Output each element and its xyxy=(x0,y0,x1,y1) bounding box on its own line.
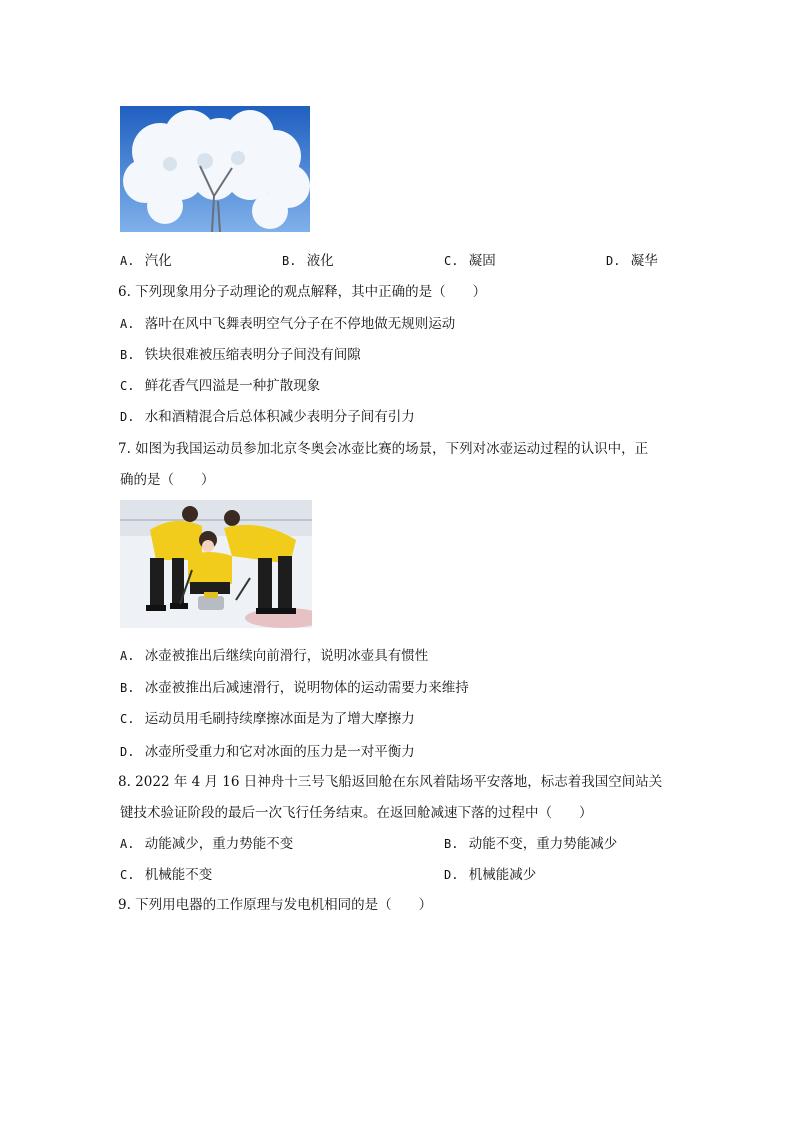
option-text: 冰壶所受重力和它对冰面的压力是一对平衡力 xyxy=(144,744,415,760)
q5-option-a[interactable] xyxy=(120,249,172,269)
q6-stem: 6. 下列现象用分子动理论的观点解释，其中正确的是（ ） xyxy=(118,284,487,300)
option-label: C. xyxy=(120,712,135,726)
option-text: 动能减少，重力势能不变 xyxy=(144,836,294,852)
option-text: 落叶在风中飞舞表明空气分子在不停地做无规则运动 xyxy=(144,316,456,332)
q8-stem-line2: 键技术验证阶段的最后一次飞行任务结束。在返回舱减速下落的过程中（ ） xyxy=(120,805,593,821)
option-text: 冰壶被推出后继续向前滑行，说明冰壶具有惯性 xyxy=(144,648,429,664)
q7-option-d[interactable] xyxy=(120,740,415,760)
option-label: C. xyxy=(120,379,135,393)
option-text: 冰壶被推出后减速滑行，说明物体的运动需要力来维持 xyxy=(144,680,469,696)
q7-option-c[interactable] xyxy=(120,707,415,727)
option-text: 运动员用毛刷持续摩擦冰面是为了增大摩擦力 xyxy=(144,711,415,727)
option-label: B. xyxy=(282,254,297,268)
option-label: A. xyxy=(120,254,135,268)
option-text: 机械能减少 xyxy=(468,867,537,883)
option-text: 液化 xyxy=(306,253,334,269)
option-text: 水和酒精混合后总体积减少表明分子间有引力 xyxy=(144,409,415,425)
q6-option-b[interactable] xyxy=(120,343,361,363)
option-label: C. xyxy=(444,254,459,268)
q5-option-b[interactable] xyxy=(282,249,334,269)
option-label: D. xyxy=(120,745,135,759)
q7-stem-line1: 7. 如图为我国运动员参加北京冬奥会冰壶比赛的场景，下列对冰壶运动过程的认识中，正 xyxy=(118,441,649,457)
q9-stem: 9. 下列用电器的工作原理与发电机相同的是（ ） xyxy=(118,897,433,913)
q5-option-c[interactable] xyxy=(444,249,496,269)
option-label: D. xyxy=(444,868,459,882)
option-text: 铁块很难被压缩表明分子间没有间隙 xyxy=(144,347,361,363)
option-label: A. xyxy=(120,317,135,331)
q5-option-d[interactable] xyxy=(606,249,658,269)
curling-photo xyxy=(120,500,312,628)
option-label: A. xyxy=(120,837,135,851)
option-label: B. xyxy=(120,348,135,362)
option-text: 凝固 xyxy=(468,253,496,269)
q6-option-a[interactable] xyxy=(120,312,455,332)
q6-option-c[interactable] xyxy=(120,374,320,394)
q8-option-a[interactable] xyxy=(120,832,293,852)
option-text: 动能不变，重力势能减少 xyxy=(468,836,618,852)
option-label: B. xyxy=(444,837,459,851)
option-text: 鲜花香气四溢是一种扩散现象 xyxy=(144,378,321,394)
option-label: A. xyxy=(120,649,135,663)
rime-tree-photo xyxy=(120,106,310,232)
option-label: C. xyxy=(120,868,135,882)
option-text: 凝华 xyxy=(630,253,658,269)
option-label: B. xyxy=(120,681,135,695)
option-label: D. xyxy=(120,410,135,424)
option-text: 机械能不变 xyxy=(144,867,213,883)
q8-option-b[interactable] xyxy=(444,832,617,852)
q6-option-d[interactable] xyxy=(120,405,415,425)
q8-option-d[interactable] xyxy=(444,863,536,883)
option-label: D. xyxy=(606,254,621,268)
q7-stem-line2: 确的是（ ） xyxy=(120,472,215,488)
q8-option-c[interactable] xyxy=(120,863,212,883)
q7-option-a[interactable] xyxy=(120,644,428,664)
option-text: 汽化 xyxy=(144,253,172,269)
q8-stem-line1: 8. 2022 年 4 月 16 日神舟十三号飞船返回舱在东风着陆场平安落地，标志着我国空间站关 xyxy=(118,774,663,790)
q7-option-b[interactable] xyxy=(120,676,469,696)
